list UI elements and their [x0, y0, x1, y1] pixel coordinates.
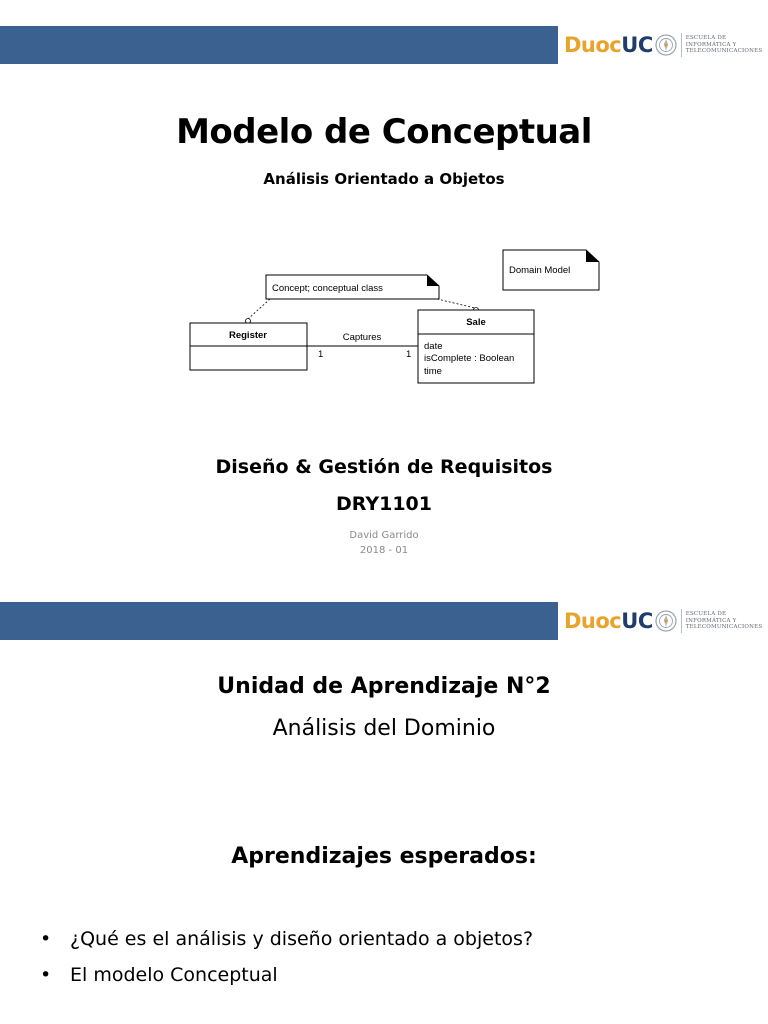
logo-divider — [681, 609, 682, 633]
list-item-text: ¿Qué es el análisis y diseño orientado a objetos? — [70, 928, 534, 950]
school-name — [686, 611, 763, 631]
class-sale — [418, 310, 534, 383]
header-banner — [0, 26, 768, 64]
list-item-text: El modelo Conceptual — [70, 964, 278, 986]
logo-brand-duoc: Duoc — [564, 33, 622, 57]
list-item — [40, 964, 740, 1000]
learning-outcomes-list — [40, 928, 740, 1000]
multiplicity-left: 1 — [318, 349, 324, 360]
bullet-icon: • — [40, 928, 52, 950]
logo-brand-uc: UC — [621, 609, 653, 633]
seal-icon — [655, 610, 677, 632]
unit-title: Unidad de Aprendizaje N°2 — [217, 674, 551, 699]
sale-attribute: time — [424, 366, 442, 377]
domain-model-note — [503, 250, 599, 290]
concept-note-label: Concept; conceptual class — [272, 283, 383, 294]
duoc-uc-logo — [564, 30, 764, 60]
logo-brand-duoc: Duoc — [564, 609, 622, 633]
school-line: ESCUELA DE — [685, 35, 727, 42]
note-anchor-line — [437, 299, 475, 308]
school-line: INFORMÁTICA Y — [685, 617, 737, 624]
list-item — [40, 928, 740, 964]
logo-divider — [681, 33, 682, 57]
uml-domain-model-diagram — [0, 240, 768, 390]
banner-bar — [0, 26, 558, 64]
domain-model-note-label: Domain Model — [509, 265, 571, 276]
author-name: David Garrido — [349, 530, 419, 541]
school-line: TELECOMUNICACIONES — [685, 624, 763, 631]
logo-brand-uc: UC — [621, 33, 653, 57]
header-banner — [0, 602, 768, 640]
school-line: INFORMÁTICA Y — [685, 41, 737, 48]
concept-note — [266, 275, 439, 299]
sale-attribute: isComplete : Boolean — [424, 353, 515, 364]
course-code: DRY1101 — [335, 493, 432, 515]
learning-outcomes-heading: Aprendizajes esperados: — [231, 844, 537, 869]
bullet-icon: • — [40, 964, 52, 986]
slide-title-heading: Modelo de Conceptual — [176, 112, 592, 152]
note-anchor-line — [248, 299, 270, 319]
course-name: Diseño & Gestión de Requisitos — [215, 456, 553, 478]
class-register — [190, 323, 307, 370]
duoc-uc-logo — [564, 606, 764, 636]
school-line: ESCUELA DE — [685, 611, 727, 618]
seal-icon — [655, 34, 677, 56]
class-sale-name: Sale — [466, 317, 486, 328]
association-label: Captures — [342, 332, 382, 343]
banner-bar — [0, 602, 558, 640]
slide-unit — [0, 598, 768, 1024]
multiplicity-right: 1 — [406, 349, 412, 360]
slide-subtitle: Análisis Orientado a Objetos — [263, 170, 505, 188]
slide-date: 2018 - 01 — [359, 545, 409, 556]
school-line: TELECOMUNICACIONES — [685, 48, 763, 55]
sale-attribute: date — [424, 341, 443, 352]
class-register-name: Register — [228, 330, 268, 341]
school-name — [686, 35, 763, 55]
unit-subtitle: Análisis del Dominio — [272, 716, 496, 741]
